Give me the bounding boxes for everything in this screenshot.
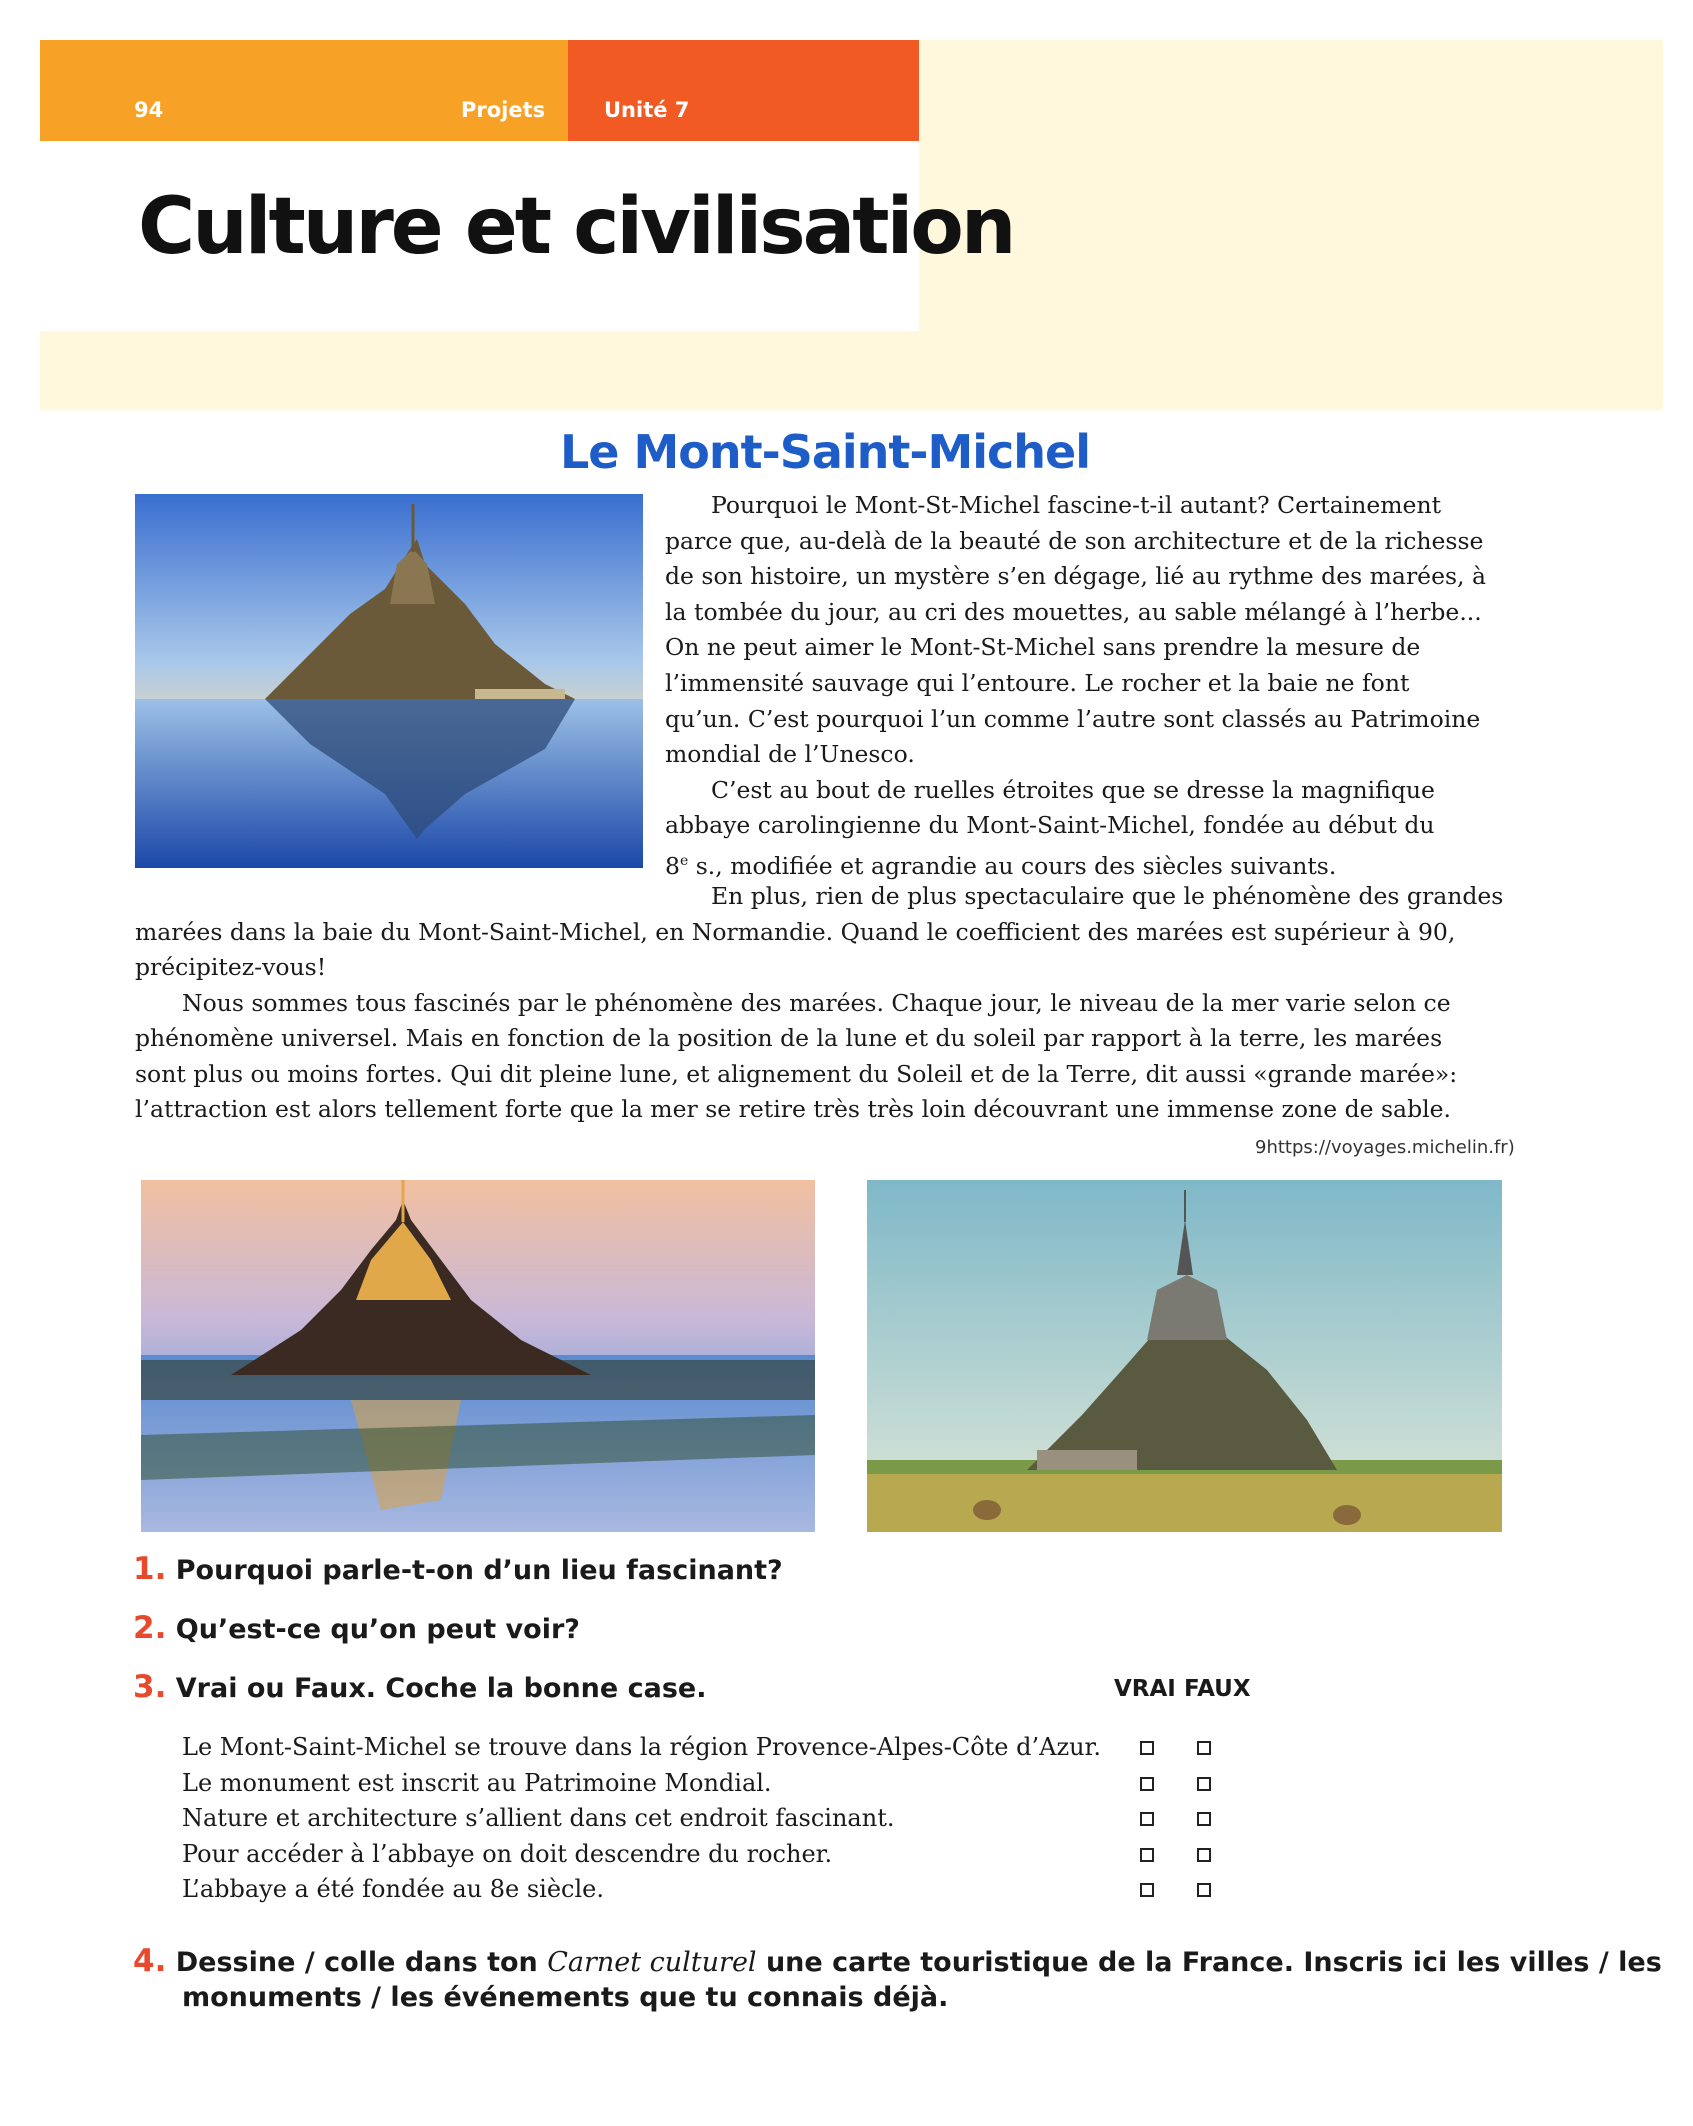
question-1: 1. Pourquoi parle-t-on d’un lieu fascinant?: [133, 1551, 783, 1587]
article-line: la tombée du jour, au cri des mouettes, au sable mélangé à l’herbe...: [665, 598, 1482, 626]
article-line: Nous sommes tous fascinés par le phénomène des marées. Chaque jour, le niveau de la mer varie selon ce: [182, 989, 1451, 1017]
photo-mont-reflection: [135, 494, 643, 868]
vrai-column-header: VRAI: [1114, 1676, 1176, 1702]
photo-mont-sunset: [141, 1180, 815, 1532]
article-line: marées dans la baie du Mont-Saint-Michel, en Normandie. Quand le coefficient des marées est supérieur à 90,: [135, 918, 1456, 946]
question-3: 3. Vrai ou Faux. Coche la bonne case.: [133, 1669, 707, 1705]
article-title: Le Mont-Saint-Michel: [560, 425, 1091, 479]
question-4: 4. Dessine / colle dans ton Carnet culturel une carte touristique de la France. Inscris ici les villes / les: [133, 1943, 1662, 1979]
question-4-continued: monuments / les événements que tu connais déjà.: [182, 1982, 949, 2013]
article-line: l’immensité sauvage qui l’entoure. Le rocher et la baie ne font: [665, 669, 1410, 697]
statement-5: L’abbaye a été fondée au 8e siècle.: [182, 1875, 604, 1903]
vrai-checkbox-3[interactable]: [1140, 1812, 1154, 1826]
page-title: Culture et civilisation: [138, 182, 1014, 272]
article-line: l’attraction est alors tellement forte que la mer se retire très très loin découvrant une immense zone de sable.: [135, 1095, 1451, 1123]
vrai-checkbox-2[interactable]: [1140, 1777, 1154, 1791]
article-line: précipitez-vous!: [135, 953, 327, 981]
article-line: Pourquoi le Mont-St-Michel fascine-t-il autant? Certainement: [711, 491, 1442, 519]
article-line: abbaye carolingienne du Mont-Saint-Michel, fondée au début du: [665, 811, 1435, 839]
photo-mont-field: [867, 1180, 1502, 1532]
statement-4: Pour accéder à l’abbaye on doit descendre du rocher.: [182, 1840, 833, 1868]
statement-2: Le monument est inscrit au Patrimoine Mondial.: [182, 1769, 772, 1797]
unit-label: Unité 7: [604, 98, 690, 122]
header-orange-bar: [40, 40, 568, 141]
faux-checkbox-4[interactable]: [1197, 1848, 1211, 1862]
article-line: phénomène universel. Mais en fonction de la position de la lune et du soleil par rapport à la terre, les marées: [135, 1024, 1443, 1052]
article-line: qu’un. C’est pourquoi l’un comme l’autre sont classés au Patrimoine: [665, 705, 1481, 733]
article-line: mondial de l’Unesco.: [665, 740, 915, 768]
article-line: C’est au bout de ruelles étroites que se dresse la magnifique: [711, 776, 1435, 804]
article-line: de son histoire, un mystère s’en dégage, lié au rythme des marées, à: [665, 562, 1486, 590]
article-line: En plus, rien de plus spectaculaire que le phénomène des grandes: [711, 882, 1504, 910]
faux-checkbox-2[interactable]: [1197, 1777, 1211, 1791]
vrai-checkbox-1[interactable]: [1140, 1741, 1154, 1755]
statement-1: Le Mont-Saint-Michel se trouve dans la région Provence-Alpes-Côte d’Azur.: [182, 1733, 1102, 1761]
faux-column-header: FAUX: [1184, 1676, 1251, 1702]
faux-checkbox-1[interactable]: [1197, 1741, 1211, 1755]
article-line-century: 8e s., modifiée et agrandie au cours des siècles suivants.: [665, 851, 1337, 880]
article-line: parce que, au-delà de la beauté de son architecture et de la richesse: [665, 527, 1484, 555]
page-number: 94: [134, 98, 164, 122]
section-label: Projets: [461, 98, 546, 122]
faux-checkbox-5[interactable]: [1197, 1883, 1211, 1897]
question-2: 2. Qu’est-ce qu’on peut voir?: [133, 1610, 580, 1646]
header-red-bar: [568, 40, 919, 141]
article-source: 9https://voyages.michelin.fr): [1255, 1137, 1515, 1158]
carnet-culturel-label: Carnet culturel: [547, 1947, 757, 1978]
article-line: On ne peut aimer le Mont-St-Michel sans prendre la mesure de: [665, 633, 1421, 661]
statement-3: Nature et architecture s’allient dans cet endroit fascinant.: [182, 1804, 895, 1832]
faux-checkbox-3[interactable]: [1197, 1812, 1211, 1826]
vrai-checkbox-4[interactable]: [1140, 1848, 1154, 1862]
vrai-checkbox-5[interactable]: [1140, 1883, 1154, 1897]
article-line: sont plus ou moins fortes. Qui dit pleine lune, et alignement du Soleil et de la Terre, dit aussi «grande marée»:: [135, 1060, 1458, 1088]
